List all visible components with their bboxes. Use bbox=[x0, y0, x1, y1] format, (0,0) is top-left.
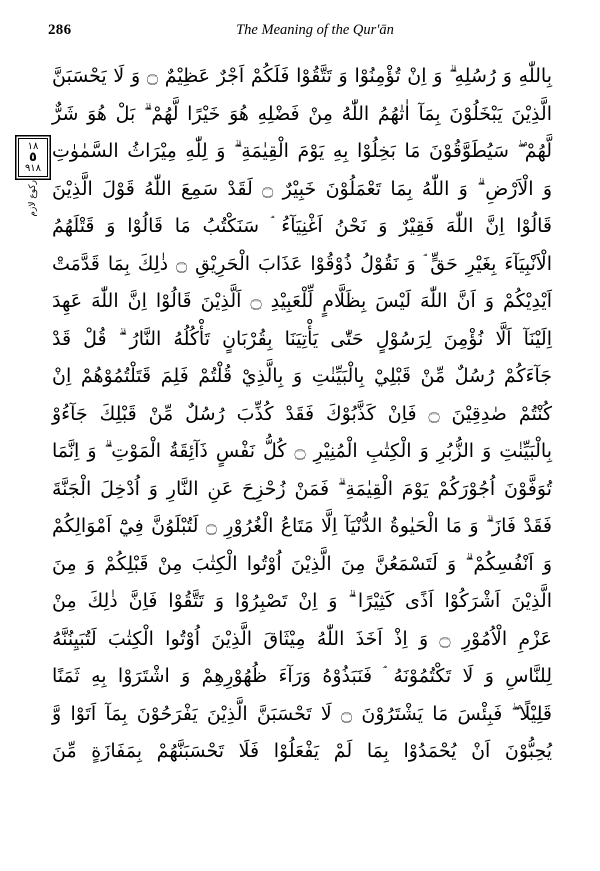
text-line: الَّذِيْنَ اَشْرَكُوْا اَذًى كَثِيْرًا ۗ وَ اِنْ تَصْبِرُوْا وَ تَتَّقُوْا فَاِنَّ ذٰلِكَ مِنْ bbox=[52, 590, 552, 612]
ruku-marker bbox=[16, 138, 50, 216]
page-header bbox=[48, 22, 552, 46]
text-line: قَلِيْلًا ۖ فَبِئْسَ مَا يَشْتَرُوْنَ ۝ لَا تَحْسَبَنَّ الَّذِيْنَ يَفْرَحُوْنَ بِمَآ اَتَوْا وَّ bbox=[52, 702, 552, 725]
ruku-middle-number: ٥ bbox=[29, 150, 37, 165]
text-line: اَيْدِيْكُمْ وَ اَنَّ اللّٰهَ لَيْسَ بِظَلَّامٍ لِّلْعَبِيْدِ ۝ اَلَّذِيْنَ قَالُوْا اِنَّ اللّٰهَ عَهِدَ bbox=[52, 290, 552, 312]
text-line: كُنْتُمْ صٰدِقِيْنَ ۝ فَاِنْ كَذَّبُوْكَ فَقَدْ كُذِّبَ رُسُلٌ مِّنْ قَبْلِكَ جَآءُوْ bbox=[52, 402, 553, 425]
text-line: عَزْمِ الْاُمُوْرِ ۝ وَ اِذْ اَخَذَ اللّٰهُ مِيْثَاقَ الَّذِيْنَ اُوْتُوا الْكِتٰبَ لَتُبَيِنُنَّهُ bbox=[52, 627, 552, 650]
text-line: وَ اَنْفُسِكُمْ ۗ وَ لَتَسْمَعُنَّ مِنَ الَّذِيْنَ اُوْتُوا الْكِتٰبَ مِنْ قَبْلِكُمْ وَ مِنَ bbox=[52, 552, 552, 575]
text-line: قَالُوْا اِنَّ اللّٰهَ فَقِيْرٌ وَ نَحْنُ اَغْنِيَآءُ ۘ سَنَكْتُبُ مَا قَالُوْا وَ قَتْلَهُمُ bbox=[52, 215, 552, 237]
text-line: لِلنَّاسِ وَ لَا تَكْتُمُوْنَهُ ۘ فَنَبَذُوْهُ وَرَآءَ ظُهُوْرِهِمْ وَ اشْتَرَوْا بِهِ ثَمَنًا bbox=[52, 665, 552, 687]
text-line: يُحِبُّوْنَ اَنْ يُحْمَدُوْا بِمَا لَمْ يَفْعَلُوْا فَلَا تَحْسَبَنَّهُمْ بِمَفَازَةٍ مِّنَ bbox=[52, 740, 552, 762]
quran-body-text bbox=[52, 58, 552, 771]
text-line: الَّذِيْنَ يَبْخَلُوْنَ بِمَآ اٰتٰهُمُ اللّٰهُ مِنْ فَضْلِهِ هُوَ خَيْرًا لَّهُمْ ۗ بَلْ هُوَ شَرٌّ bbox=[52, 102, 552, 125]
text-line: بِالْبَيِّنٰتِ وَ الزُّبُرِ وَ الْكِتٰبِ الْمُنِيْرِ ۝ كُلُّ نَفْسٍ ذَآئِقَةُ الْمَوْتِ ۗ وَ اِنَّمَا bbox=[52, 440, 553, 462]
ruku-box bbox=[18, 138, 48, 177]
text-line: الْاَنْبِيَآءَ بِغَيْرِ حَقٍّ ۘ وَ نَقُوْلُ ذُوْقُوْا عَذَابَ الْحَرِيْقِ ۝ ذٰلِكَ بِمَا قَدَّمَتْ bbox=[52, 252, 552, 275]
ruku-bottom-number: ٩١٨ bbox=[24, 163, 42, 174]
text-line: اِلَيْنَآ اَلَّا نُؤْمِنَ لِرَسُوْلٍ حَتّٰى يَأْتِيَنَا بِقُرْبَانٍ تَأْكُلُهُ النَّارُ ۗ قُلْ قَدْ bbox=[52, 327, 552, 350]
text-line: بِاللّٰهِ وَ رُسُلِهِ ۗ وَ اِنْ تُؤْمِنُوْا وَ تَتَّقُوْا فَلَكُمْ اَجْرٌ عَظِيْمٌ ۝ وَ لَا يَحْسَبَنَّ bbox=[52, 65, 552, 87]
text-line: فَقَدْ فَازَ ۗ وَ مَا الْحَيٰوةُ الدُّنْيَآ اِلَّا مَتَاعُ الْغُرُوْرِ ۝ لَتُبْلَوُنَّ فِيْٓ اَمْوَالِكُمْ bbox=[52, 515, 552, 537]
running-title: The Meaning of the Qur'ān bbox=[236, 22, 394, 38]
text-line: لَّهُمْ ۖ سَيُطَوَّقُوْنَ مَا بَخِلُوْا بِهِ يَوْمَ الْقِيٰمَةِ ۗ وَ لِلّٰهِ مِيْرَاثُ السَّمٰوٰتِ bbox=[52, 140, 552, 162]
text-line: تُوَفَّوْنَ اُجُوْرَكُمْ يَوْمَ الْقِيٰمَةِ ۗ فَمَنْ زُحْزِحَ عَنِ النَّارِ وَ اُدْخِلَ الْجَنَّةَ bbox=[52, 477, 552, 500]
ruku-top-number: ١٨ bbox=[27, 141, 39, 152]
text-line: جَآءَكُمْ رُسُلٌ مِّنْ قَبْلِيْ بِالْبَيِّنٰتِ وَ بِالَّذِيْ قُلْتُمْ فَلِمَ قَتَلْتُمُوْهُمْ اِنْ bbox=[52, 365, 552, 387]
text-line: وَ الْاَرْضِ ۗ وَ اللّٰهُ بِمَا تَعْمَلُوْنَ خَبِيْرٌ ۝ لَقَدْ سَمِعَ اللّٰهُ قَوْلَ الَّذِيْنَ bbox=[52, 177, 552, 200]
page-number: 286 bbox=[48, 22, 72, 38]
ruku-side-label: ركوع لازم bbox=[28, 180, 38, 217]
